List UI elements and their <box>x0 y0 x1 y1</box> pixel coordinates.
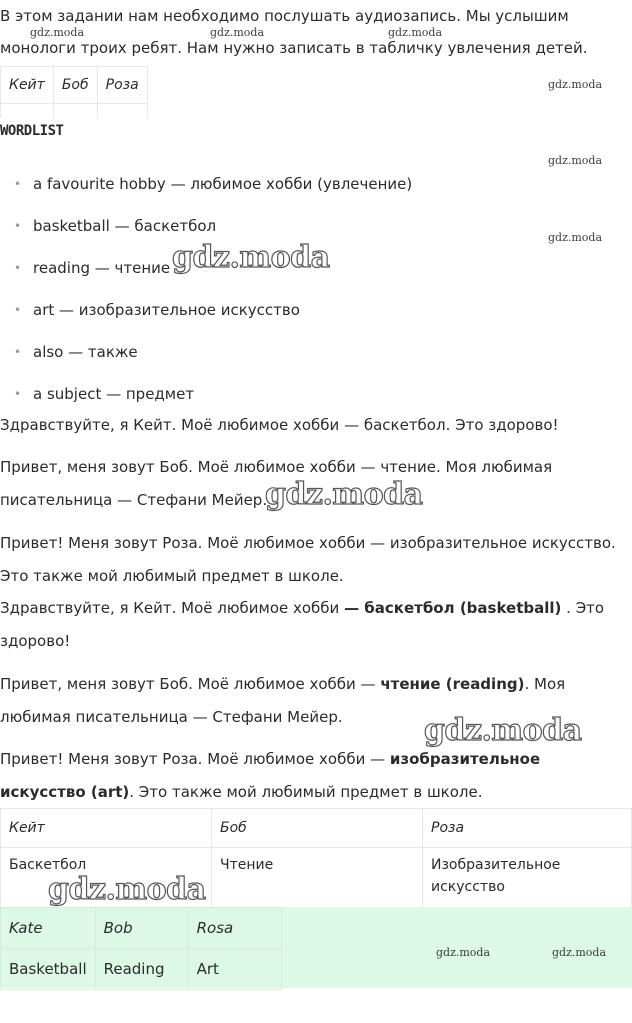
cell-kate-hobby: Basketball <box>1 949 96 990</box>
empty-cell <box>53 104 97 119</box>
header-kate: Кейт <box>1 67 54 104</box>
watermark: gdz.moda <box>548 154 603 167</box>
watermark: gdz.moda <box>172 240 330 275</box>
wordlist-heading: WORDLIST <box>0 123 64 139</box>
empty-cell <box>97 104 147 119</box>
monologue-rosa: Привет! Меня зовут Роза. Моё любимое хобби — изобразительное искусство. Это также мой любимый предмет в школе. <box>0 534 616 585</box>
answer-rosa-rest: . Это также мой любимый предмет в школе. <box>129 783 483 801</box>
wordlist-item: • basketball — баскетбол <box>0 205 412 247</box>
header-bob: Боб <box>212 809 423 848</box>
header-rosa: Роза <box>423 809 632 848</box>
watermark: gdz.moda <box>552 946 607 959</box>
task-intro: В этом задании нам необходимо послушать аудиозапись. Мы услышим монологи троих ребят. Нам нужно записать в табличку увлечения детей. <box>0 7 588 57</box>
cell-bob-hobby: Чтение <box>212 848 423 911</box>
answer-rosa-hobby: изобразительное искусство (art) <box>0 750 541 801</box>
wordlist-item: • also — также <box>0 331 412 373</box>
empty-cell <box>1 104 54 119</box>
header-bob: Боб <box>53 67 97 104</box>
watermark: gdz.moda <box>30 26 85 39</box>
header-bob: Bob <box>95 908 188 949</box>
watermark: gdz.moda <box>388 26 443 39</box>
wordlist-item: • art — изобразительное искусство <box>0 289 412 331</box>
answer-kate-text: Здравствуйте, я Кейт. Моё любимое хобби <box>0 599 345 617</box>
answer-kate-hobby: — баскетбол (basketball) <box>344 599 562 617</box>
wordlist-item: • a favourite hobby — любимое хобби (увлечение) <box>0 163 412 205</box>
cell-bob-hobby: Reading <box>95 949 188 990</box>
english-answer-table <box>0 907 282 990</box>
cell-rosa-hobby: Изобразительное искусство <box>423 848 632 911</box>
cell-rosa-hobby: Art <box>188 949 281 990</box>
monologue-kate: Здравствуйте, я Кейт. Моё любимое хобби — баскетбол. Это здорово! <box>0 416 559 434</box>
answer-rosa <box>0 743 630 809</box>
watermark: gdz.moda <box>548 78 603 91</box>
header-kate: Кейт <box>1 809 212 848</box>
empty-answer-table <box>0 66 148 118</box>
watermark: gdz.moda <box>265 477 423 512</box>
wordlist-item: • a subject — предмет <box>0 373 412 415</box>
answer-bob-text: Привет, меня зовут Боб. Моё любимое хобби — <box>0 675 381 693</box>
answer-kate-rest: . Это здорово! <box>0 599 605 650</box>
watermark: gdz.moda <box>548 231 603 244</box>
answer-kate <box>0 592 630 658</box>
watermark: gdz.moda <box>424 713 582 748</box>
watermark: gdz.moda <box>210 26 265 39</box>
watermark: gdz.moda <box>48 872 206 907</box>
answer-rosa-text: Привет! Меня зовут Роза. Моё любимое хобби — <box>0 750 390 768</box>
header-rosa: Роза <box>97 67 147 104</box>
monologue-bob: Привет, меня зовут Боб. Моё любимое хобби — чтение. Моя любимая писательница — Стефани Мейер. <box>0 458 553 509</box>
header-kate: Kate <box>1 908 96 949</box>
header-rosa: Rosa <box>188 908 281 949</box>
answer-bob-hobby: чтение (reading) <box>380 675 525 693</box>
cell-kate-hobby: Баскетбол <box>1 848 212 911</box>
wordlist-item: • reading — чтение <box>0 247 412 289</box>
answer-bob-rest: . Моя любимая писательница — Стефани Мейер. <box>0 675 566 726</box>
watermark: gdz.moda <box>436 946 491 959</box>
wordlist <box>0 163 412 415</box>
